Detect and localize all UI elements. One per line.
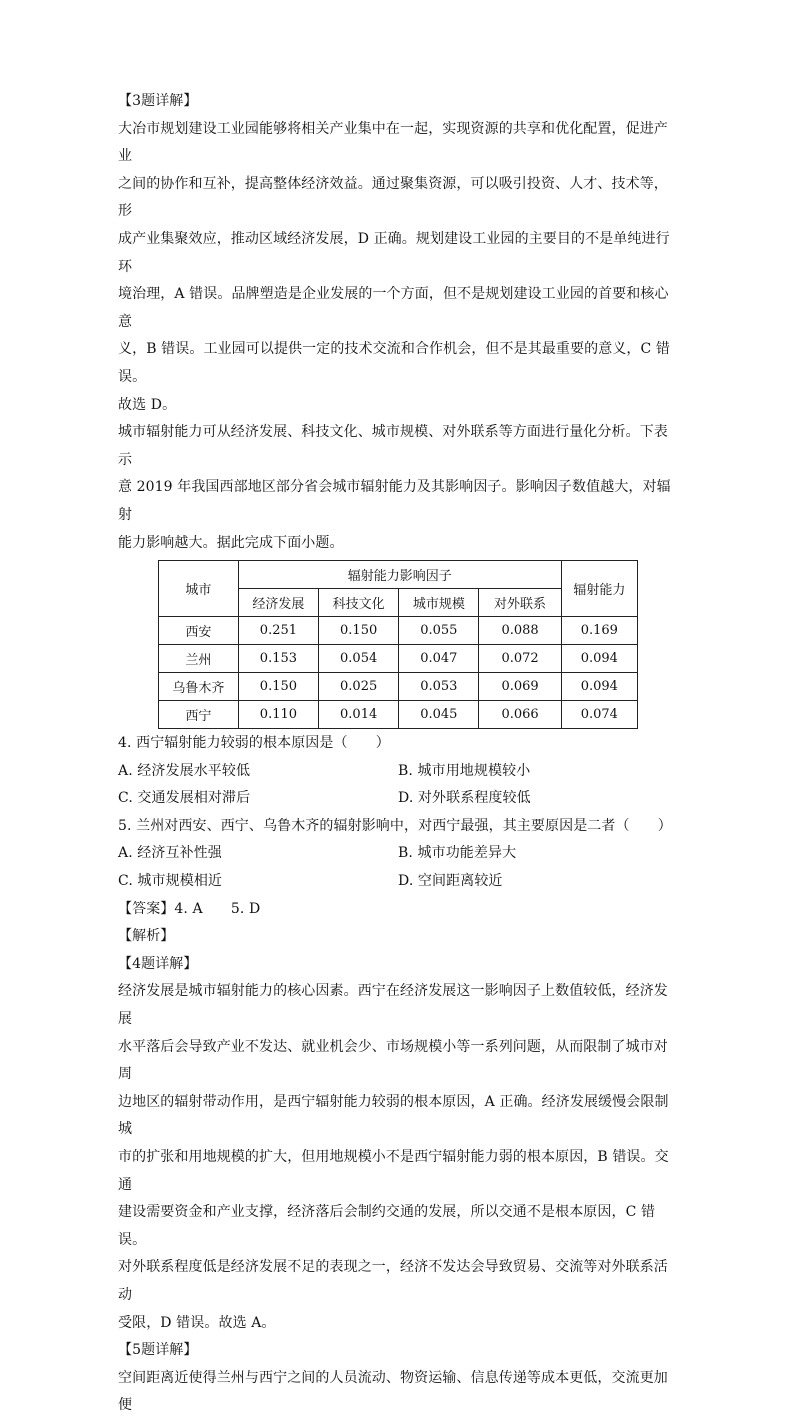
header-city: 城市	[159, 561, 239, 617]
table-row	[159, 673, 638, 701]
q5-option-c: C. 城市规模相近	[118, 873, 223, 890]
answer-line: 【答案】4. A 5. D	[118, 900, 261, 917]
q4-explanation-line: 经济发展是城市辐射能力的核心因素。西宁在经济发展这一影响因子上数值较低，经济发展	[118, 983, 668, 1028]
cell-capacity: 0.074	[561, 701, 637, 729]
cell-value: 0.150	[319, 617, 399, 645]
intro-line: 能力影响越大。据此完成下面小题。	[118, 534, 344, 551]
q4-explanation-line: 水平落后会导致产业不发达、就业机会少、市场规模小等一系列问题，从而限制了城市对周	[118, 1038, 668, 1083]
cell-value: 0.251	[238, 617, 318, 645]
intro-line: 城市辐射能力可从经济发展、科技文化、城市规模、对外联系等方面进行量化分析。下表示	[118, 424, 668, 468]
cell-value: 0.153	[238, 645, 318, 673]
cell-city: 乌鲁木齐	[159, 673, 239, 701]
cell-value: 0.047	[399, 645, 479, 673]
q3-explanation-line: 大冶市规划建设工业园能够将相关产业集中在一起，实现资源的共享和优化配置，促进产业	[118, 120, 668, 165]
cell-value: 0.069	[479, 673, 561, 701]
cell-capacity: 0.094	[561, 645, 637, 673]
cell-value: 0.150	[238, 673, 318, 701]
q4-explanation-line: 边地区的辐射带动作用，是西宁辐射能力较弱的根本原因，A 正确。经济发展缓慢会限制城	[118, 1093, 669, 1138]
cell-value: 0.110	[238, 701, 318, 729]
q4-option-b: B. 城市用地规模较小	[398, 762, 531, 779]
q3-explanation-line: 境治理，A 错误。品牌塑造是企业发展的一个方面，但不是规划建设工业园的首要和核心意	[118, 286, 669, 330]
q4-explanation-line: 建设需要资金和产业支撑，经济落后会制约交通的发展，所以交通不是根本原因，C 错误。	[118, 1204, 656, 1248]
q4-explanation-line: 市的扩张和用地规模的扩大，但用地规模小不是西宁辐射能力弱的根本原因，B 错误。交通	[118, 1149, 669, 1193]
cell-value: 0.072	[479, 645, 561, 673]
cell-value: 0.045	[399, 701, 479, 729]
cell-value: 0.088	[479, 617, 561, 645]
cell-value: 0.025	[319, 673, 399, 701]
q5-option-d: D. 空间距离较近	[398, 873, 503, 890]
q5-option-a: A. 经济互补性强	[118, 845, 222, 862]
header-factor: 城市规模	[399, 589, 479, 617]
cell-value: 0.054	[319, 645, 399, 673]
analysis-heading: 【解析】	[118, 928, 175, 945]
header-capacity: 辐射能力	[561, 561, 637, 617]
question-5-stem: 5. 兰州对西安、西宁、乌鲁木齐的辐射影响中，对西宁最强，其主要原因是二者（ ）	[118, 817, 672, 834]
header-factor: 经济发展	[238, 589, 318, 617]
table-row	[159, 617, 638, 645]
cell-value: 0.066	[479, 701, 561, 729]
header-factors: 辐射能力影响因子	[238, 561, 561, 589]
q3-explanation-line: 成产业集聚效应，推动区域经济发展，D 正确。规划建设工业园的主要目的不是单纯进行环	[118, 230, 670, 275]
header-factor: 对外联系	[479, 589, 561, 617]
cell-value: 0.055	[399, 617, 479, 645]
cell-capacity: 0.094	[561, 673, 637, 701]
cell-city: 西安	[159, 617, 239, 645]
table-row	[159, 701, 638, 729]
document-page	[118, 88, 680, 1420]
q4-explanation-line: 对外联系程度低是经济发展不足的表现之一，经济不发达会导致贸易、交流等对外联系活动	[118, 1259, 668, 1303]
cell-value: 0.014	[319, 701, 399, 729]
section-heading-q4: 【4题详解】	[118, 955, 198, 972]
q4-option-a: A. 经济发展水平较低	[118, 762, 251, 779]
q4-option-d: D. 对外联系程度较低	[398, 790, 531, 807]
cell-capacity: 0.169	[561, 617, 637, 645]
q5-option-b: B. 城市功能差异大	[398, 845, 517, 862]
header-factor: 科技文化	[319, 589, 399, 617]
radiation-table	[158, 560, 638, 729]
q3-explanation-line: 之间的协作和互补，提高整体经济效益。通过聚集资源，可以吸引投资、人才、技术等，形	[118, 175, 668, 220]
q3-explanation-line: 故选 D。	[118, 396, 177, 413]
cell-city: 兰州	[159, 645, 239, 673]
question-4-stem: 4. 西宁辐射能力较弱的根本原因是（ ）	[118, 735, 390, 752]
q4-explanation-line: 受限，D 错误。故选 A。	[118, 1314, 276, 1331]
cell-value: 0.053	[399, 673, 479, 701]
q3-explanation-line: 义，B 错误。工业园可以提供一定的技术交流和合作机会，但不是其最重要的意义，C 错误。	[118, 341, 670, 385]
section-heading-q3: 【3题详解】	[118, 93, 198, 109]
cell-city: 西宁	[159, 701, 239, 729]
q4-option-c: C. 交通发展相对滞后	[118, 790, 251, 807]
table-row	[159, 645, 638, 673]
section-heading-q5: 【5题详解】	[118, 1342, 198, 1359]
q5-explanation-line: 空间距离近使得兰州与西宁之间的人员流动、物资运输、信息传递等成本更低，交流更加便	[118, 1369, 668, 1414]
intro-line: 意 2019 年我国西部地区部分省会城市辐射能力及其影响因子。影响因子数值越大，对辐射	[118, 479, 671, 523]
